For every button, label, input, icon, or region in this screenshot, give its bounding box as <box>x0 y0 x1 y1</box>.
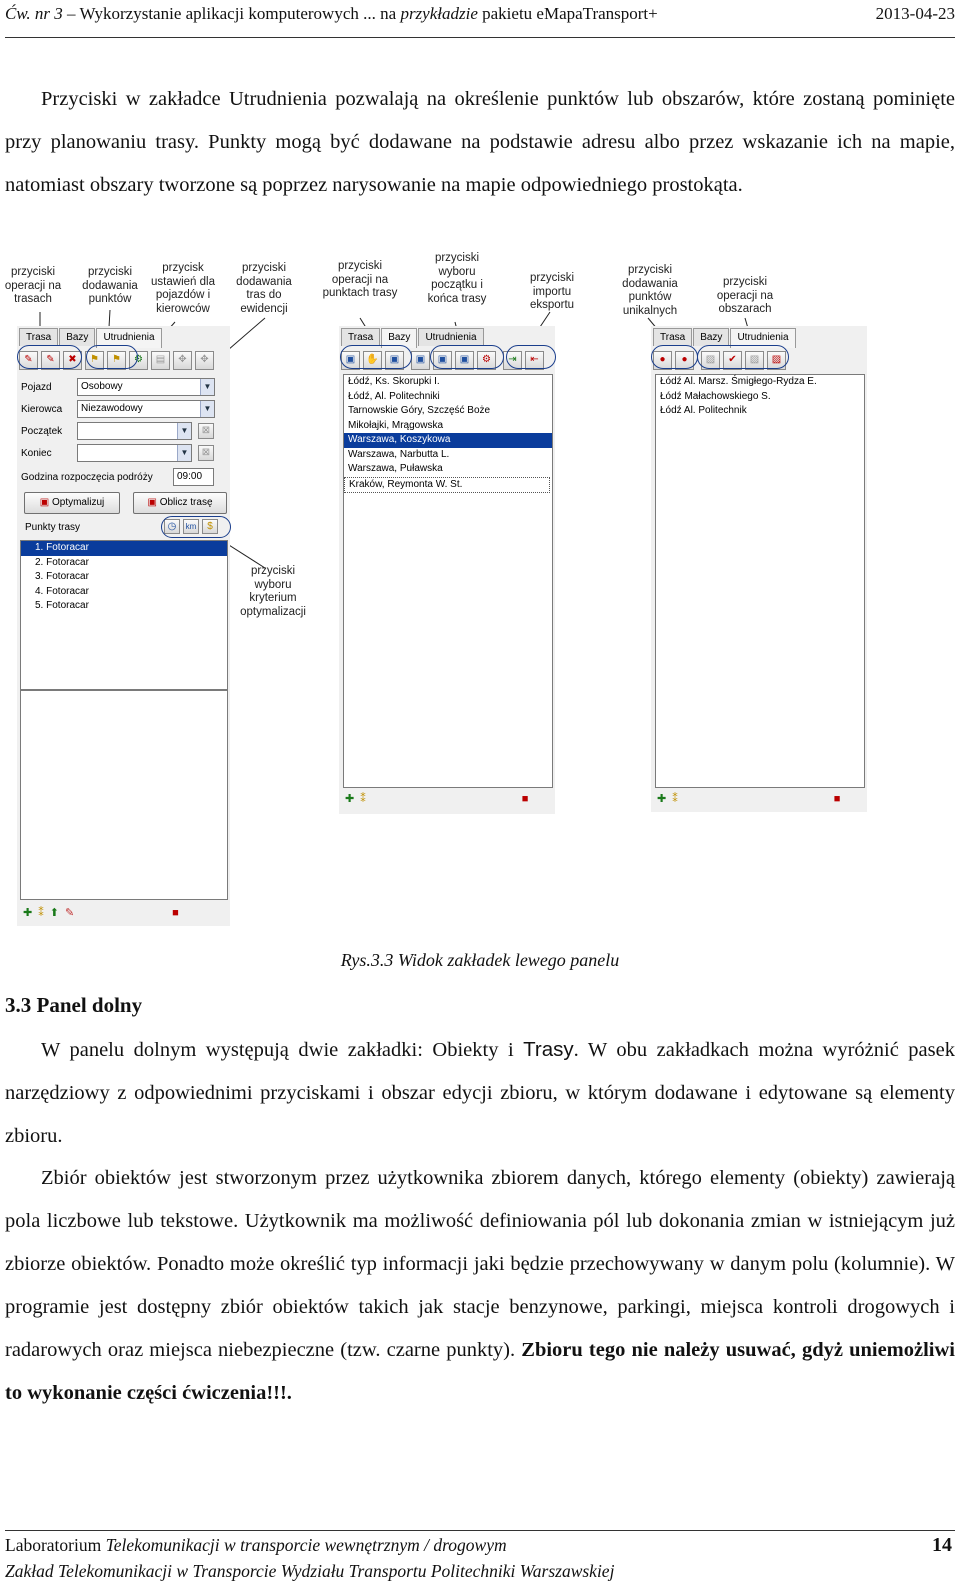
export-icon[interactable]: ⇤ <box>525 351 544 370</box>
list-item[interactable]: Warszawa, Narbutta L. <box>348 448 450 460</box>
list-item[interactable]: Łódź Al. Marsz. Śmigłego-Rydza E. <box>660 376 817 387</box>
figure-left-panel-tabs <box>0 250 960 940</box>
tab-bazy[interactable]: Bazy <box>381 328 417 348</box>
list-item[interactable]: Łódź Al. Politechnik <box>660 405 747 416</box>
add-icon[interactable]: ✚ <box>657 793 667 805</box>
panel-trasa <box>17 326 230 926</box>
set-end-icon[interactable]: ▣ <box>433 351 452 370</box>
area-edit-icon[interactable]: ✔ <box>723 351 742 370</box>
tab-bazy[interactable]: Bazy <box>59 328 95 346</box>
header-rule <box>5 37 955 38</box>
callout-point-operations <box>340 345 412 369</box>
bases-list <box>343 374 553 788</box>
poczatek-row: Początek ▼ ⊠ <box>21 422 214 440</box>
oblicz-trase-button[interactable]: ▣ Oblicz trasę <box>133 492 227 514</box>
godzina-row: Godzina rozpoczęcia podróży 09:00 <box>21 468 214 486</box>
note-area-operations: przyciski operacji na obszarach <box>716 276 774 315</box>
note-optimization-criteria: przyciski wyboru kryterium optymalizacji <box>240 565 306 618</box>
pick-start-icon[interactable]: ⊠ <box>198 423 214 439</box>
list-item[interactable]: 4. Fotoracar <box>35 585 89 597</box>
note-import-export: przyciski importu eksportu <box>529 272 575 311</box>
panel1-bottom-toolbar <box>23 906 179 919</box>
tab-trasa[interactable]: Trasa <box>653 328 692 346</box>
figure-caption: Rys.3.3 Widok zakładek lewego panelu <box>340 950 620 970</box>
area-delete-icon[interactable]: ▨ <box>745 351 764 370</box>
footer-line-2: Zakład Telekomunikacji w Transporcie Wydziału Transportu Politechniki Warszawskiej <box>5 1561 615 1581</box>
add-point-map-icon[interactable]: ⚑ <box>107 351 126 370</box>
list-item[interactable]: 5. Fotoracar <box>35 600 89 611</box>
note-vehicle-settings: przycisk ustawień dla pojazdów i kierowców <box>151 262 215 315</box>
section-paragraph-2: Zbiór obiektów jest stworzonym przez użytkownika zbiorem danych, którego elementy (obiekty) zawierają pola liczbowe lub tekstowe. Użytkownik ma możliwość definiowania pól lub dokonania zmian w istniejącym już zbiorze obiektów. Ponadto może określić typ informacji jaki będzie przechowywany w danym polu (kolumnie). W programie jest dostępny zbiór obiektów takich jak stacje benzynowe, parkingi, miejsca kontroli drogowych i radarowych oraz miejsca niebezpieczne (tzw. czarne punkty). Zbioru tego nie należy usuwać, gdyż uniemożliwi to wykonanie części ćwiczenia!!!. <box>5 1167 955 1404</box>
move-up-icon[interactable]: ⬆ <box>49 907 59 919</box>
registry-move-icon[interactable]: ✥ <box>173 351 192 370</box>
section-paragraph-1: W panelu dolnym występują dwie zakładki: Obiekty i Trasy. W obu zakładkach można wyróżnić pasek narzędziowy z odpowiednimi przyciskami i obszar edycji zbioru, w którym dodawane i edytowane są elementy zbioru. <box>5 1038 955 1147</box>
footer-rule <box>5 1530 955 1531</box>
callout-area-operations <box>697 345 789 369</box>
route-new-icon[interactable]: ✎ <box>19 351 38 370</box>
callout-unique-points <box>651 345 698 369</box>
koniec-select[interactable] <box>77 444 192 462</box>
panel2-bottom-toolbar <box>345 792 528 805</box>
time-criterion-icon[interactable]: ◷ <box>164 519 180 534</box>
koniec-row: Koniec ▼ ⊠ <box>21 444 214 462</box>
route-details-box <box>20 690 228 900</box>
pojazd-select[interactable]: Osobowy ▼ <box>77 378 215 396</box>
tab-trasa[interactable]: Trasa <box>19 328 58 346</box>
add-multiple-icon[interactable]: ⁑ <box>360 793 366 805</box>
list-item[interactable]: Mikołajki, Mrągowska <box>348 419 444 431</box>
vehicle-settings-icon[interactable]: ⚙ <box>129 351 148 370</box>
area-draw-icon[interactable]: ▨ <box>701 351 720 370</box>
note-add-routes-registry: przyciski dodawania tras do ewidencji <box>236 262 292 315</box>
add-unique-point-map-icon[interactable]: ● <box>675 351 694 370</box>
tab-utrudnienia[interactable]: Utrudnienia <box>730 328 795 348</box>
note-start-end: przyciski wyboru początku i końca trasy <box>427 252 487 305</box>
set-start-icon[interactable]: ▣ <box>411 351 430 370</box>
optimize-icon: ▣ <box>39 497 52 508</box>
add-multiple-icon[interactable]: ⁑ <box>38 907 44 919</box>
search-icon[interactable]: ⚙ <box>477 351 496 370</box>
set-via-icon[interactable]: ▣ <box>455 351 474 370</box>
note-route-operations: przyciski operacji na trasach <box>4 266 62 305</box>
chevron-down-icon: ▼ <box>200 379 214 395</box>
pick-end-icon[interactable]: ⊠ <box>198 445 214 461</box>
delete-icon[interactable]: ■ <box>172 906 179 919</box>
panel-bazy <box>339 326 555 814</box>
calculate-icon: ▣ <box>147 497 160 508</box>
add-icon[interactable]: ✚ <box>345 793 355 805</box>
add-point-address-icon[interactable]: ⚑ <box>85 351 104 370</box>
callout-add-points <box>86 345 138 369</box>
callout-start-end <box>430 345 504 369</box>
panel2-tabs <box>341 328 485 346</box>
list-item[interactable]: Tarnowskie Góry, Szczęść Boże <box>348 405 491 416</box>
list-item[interactable]: 2. Fotoracar <box>35 556 89 568</box>
chevron-down-icon: ▼ <box>200 401 214 417</box>
note-add-points: przyciski dodawania punktów <box>82 266 138 305</box>
warning-text: Zbioru tego nie należy usuwać, gdyż uniemożliwi to wykonanie części ćwiczenia!!!. <box>5 1339 955 1404</box>
list-item[interactable]: Kraków, Reymonta W. St. <box>344 477 550 494</box>
panel-utrudnienia <box>651 326 867 812</box>
callout-import-export <box>506 345 556 369</box>
chevron-down-icon: ▼ <box>177 423 191 439</box>
panel1-tabs <box>19 328 163 346</box>
callout-optimization-criteria <box>161 516 231 538</box>
list-item[interactable]: Łódź, Al. Politechniki <box>348 390 440 402</box>
header-title: Ćw. nr 3 – Wykorzystanie aplikacji komputerowych ... na przykładzie pakietu eMapaTransport+ <box>5 4 658 23</box>
list-item[interactable]: Łódź, Ks. Skorupki I. <box>348 376 440 387</box>
delete-icon[interactable]: ■ <box>833 792 841 805</box>
tab-utrudnienia[interactable]: Utrudnienia <box>96 328 161 348</box>
punkty-trasy-label: Punkty trasy <box>25 522 81 533</box>
cost-criterion-icon[interactable]: $ <box>202 519 218 534</box>
list-item[interactable]: Warszawa, Puławska <box>348 463 443 474</box>
pojazd-row: Pojazd Osobowy ▼ <box>21 378 215 396</box>
route-points-list <box>20 540 228 690</box>
tab-utrudnienia[interactable]: Utrudnienia <box>418 328 483 346</box>
list-item[interactable]: 1. Fotoracar <box>21 541 227 556</box>
note-point-operations: przyciski operacji na punktach trasy <box>322 260 398 299</box>
optymalizuj-button[interactable]: ▣ Optymalizuj <box>24 492 120 514</box>
edit-icon[interactable]: ✎ <box>64 907 75 919</box>
import-icon[interactable]: ⇥ <box>503 351 522 370</box>
header-date: 2013-04-23 <box>875 4 955 23</box>
note-unique-points: przyciski dodawania punktów unikalnych <box>622 264 678 317</box>
area-clear-icon[interactable]: ▨ <box>767 351 786 370</box>
add-multiple-icon[interactable]: ⁑ <box>672 793 678 805</box>
tab-bazy[interactable]: Bazy <box>693 328 729 346</box>
route-edit-icon[interactable]: ✎ <box>41 351 60 370</box>
point-new-icon[interactable]: ▣ <box>341 351 360 370</box>
section-heading: 3.3 Panel dolny <box>5 993 143 1017</box>
add-icon[interactable]: ✚ <box>23 907 33 919</box>
godzina-input[interactable]: 09:00 <box>173 468 214 486</box>
kierowca-select[interactable]: Niezawodowy ▼ <box>77 400 215 418</box>
point-delete-icon[interactable]: ▣ <box>385 351 404 370</box>
footer-line-1: Laboratorium Telekomunikacji w transporcie wewnętrznym / drogowym <box>5 1535 507 1555</box>
add-unique-point-address-icon[interactable]: ● <box>653 351 672 370</box>
obstacles-list <box>655 374 865 788</box>
tab-trasa[interactable]: Trasa <box>341 328 380 346</box>
page-number: 14 <box>932 1534 952 1556</box>
distance-criterion-button[interactable]: km <box>183 519 199 534</box>
list-item[interactable]: Łódź Małachowskiego S. <box>660 390 771 402</box>
intro-paragraph: Przyciski w zakładce Utrudnienia pozwalają na określenie punktów lub obszarów, które zostaną pominięte przy planowaniu trasy. Punkty mogą być dodawane na podstawie adresu albo przez wskazanie ich na mapie, natomiast obszary tworzone są poprzez narysowanie na mapie odpowiedniego prostokąta. <box>5 88 955 196</box>
panel3-bottom-toolbar <box>657 792 840 805</box>
point-edit-icon[interactable]: ✋ <box>363 351 382 370</box>
route-delete-icon[interactable]: ✖ <box>63 351 82 370</box>
registry-export-icon[interactable]: ✥ <box>195 351 214 370</box>
callout-route-operations <box>17 345 82 369</box>
chevron-down-icon: ▼ <box>177 445 191 461</box>
list-item[interactable]: 3. Fotoracar <box>35 571 89 582</box>
kierowca-row: Kierowca Niezawodowy ▼ <box>21 400 215 418</box>
registry-add-icon[interactable]: ▤ <box>151 351 170 370</box>
panel3-tabs <box>653 328 797 346</box>
page-header <box>5 4 955 24</box>
poczatek-select[interactable] <box>77 422 192 440</box>
list-item[interactable]: Warszawa, Koszykowa <box>344 433 552 448</box>
delete-icon[interactable]: ■ <box>521 792 529 805</box>
